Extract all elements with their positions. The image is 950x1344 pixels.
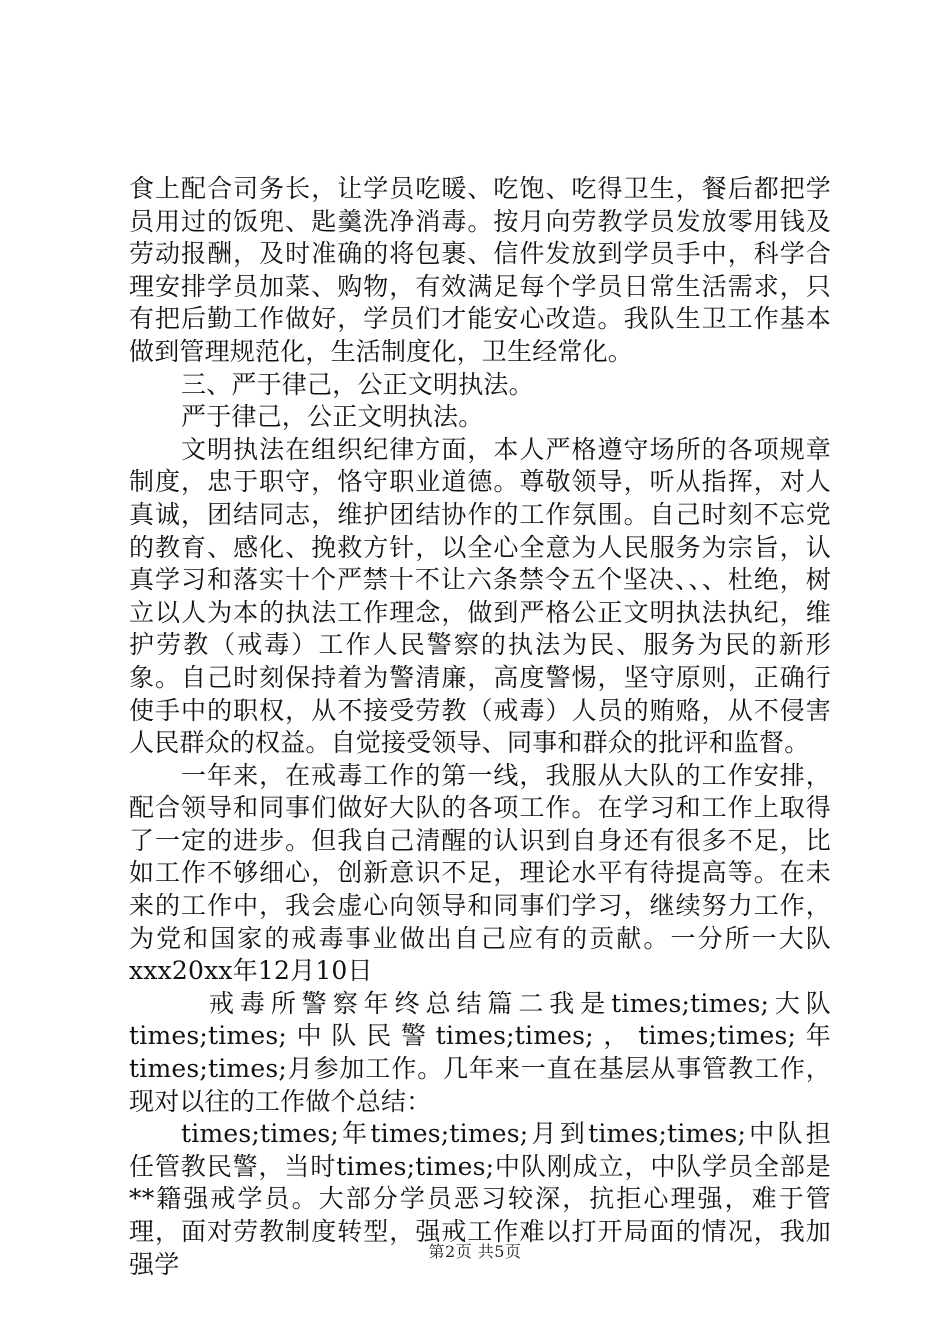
section-heading-three: 三、严于律己，公正文明执法。 bbox=[181, 369, 534, 399]
paragraph-civilized-law-enforcement: 文明执法在组织纪律方面，本人严格遵守场所的各项规章制度，忠于职守，恪守职业道德。尊敬领导，听从指挥，对人真诚，团结同志，维护团结协作的工作氛围。自己时刻不忘党的教育、感化、挽救方针，以全心全意为人民服务为宗旨，认真学习和落实十个严禁十不让六条禁令五个坚决、、、杜绝，树立以人为本的执法工作理念，做到严格公正文明执法执纪，维护劳教（戒毒）工作人民警察的执法为民、服务为民的新形象。自己时刻保持着为警清廉，高度警惕，坚守原则，正确行使手中的职权，从不接受劳教（戒毒）人员的贿赂，从不侵害人民群众的权益。自觉接受领导、同事和群众的批评和监督。 bbox=[129, 434, 831, 758]
paragraph-part-two-body: times;times;年times;times;月到times;times;中队担任管教民警，当时times;times;中队刚成立，中队学员全部是**籍强戒学员。大部分学员恶习较深，抗拒心理强，难于管理，面对劳教制度转型，强戒工作难以打开局面的情况，我加强学 bbox=[129, 1119, 831, 1279]
paragraph-logistics: 食上配合司务长，让学员吃暖、吃饱、吃得卫生，餐后都把学员用过的饭兜、匙羹洗净消毒。按月向劳教学员发放零用钱及劳动报酬，及时准确的将包裹、信件发放到学员手中，科学合理安排学员加菜、购物，有效满足每个学员日常生活需求，只有把后勤工作做好，学员们才能安心改造。我队生卫工作基本做到管理规范化，生活制度化，卫生经常化。 bbox=[129, 174, 831, 366]
section-subheading: 严于律己，公正文明执法。 bbox=[181, 402, 484, 432]
paragraph-year-summary: 一年来，在戒毒工作的第一线，我服从大队的工作安排，配合领导和同事们做好大队的各项工作。在学习和工作上取得了一定的进步。但我自己清醒的认识到自身还有很多不足，比如工作不够细心，创新意识不足，理论水平有待提高等。在未来的工作中，我会虚心向领导和同事们学习，继续努力工作，为党和国家的戒毒事业做出自己应有的贡献。一分所一大队xxx20xx年12月10日 bbox=[129, 760, 831, 986]
paragraph-part-two-intro: 戒毒所警察年终总结篇二我是times;times;大队times;times;中队民警times;times;，times;times;年times;times;月参加工作。几年来一直在基层从事管教工作，现对以往的工作做个总结： bbox=[129, 988, 831, 1116]
document-body bbox=[129, 173, 831, 1281]
page-number-footer: 第2页 共5页 bbox=[428, 1242, 522, 1261]
